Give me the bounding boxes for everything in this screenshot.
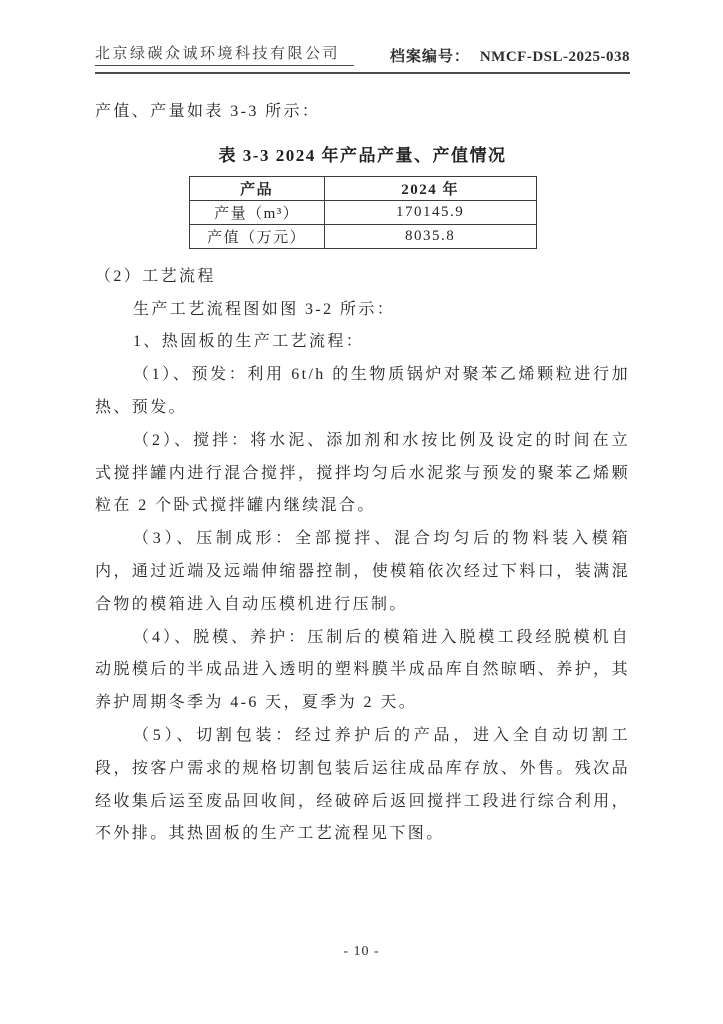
paragraph-step-5: （5）、切割包装：经过养护后的产品，进入全自动切割工段，按客户需求的规格切割包装后运往成品库存放、外售。残次品经收集后运至废品回收间，经破碎后返回搅拌工段进行综合利用，不外排。其热固板的生产工艺流程见下图。 xyxy=(95,726,630,843)
table-cell-value-label: 产值（万元） xyxy=(189,224,324,248)
table-header-year: 2024 年 xyxy=(324,176,536,200)
paragraph-step-list-heading: 1、热固板的生产工艺流程： xyxy=(133,333,365,351)
archive-label: 档案编号： xyxy=(389,49,470,65)
paragraph-process-heading: （2）工艺流程 xyxy=(95,267,216,285)
table-cell-output-value: 170145.9 xyxy=(324,200,536,224)
archive-number: NMCF-DSL-2025-038 xyxy=(479,49,630,65)
table-title: 表 3-3 2024 年产品产量、产值情况 xyxy=(218,145,507,165)
table-row xyxy=(189,200,536,224)
header-archive xyxy=(390,45,630,66)
paragraph-step-2: （2）、搅拌：将水泥、添加剂和水按比例及设定的时间在立式搅拌罐内进行混合搅拌，搅拌均匀后水泥浆与预发的聚苯乙烯颗粒在 2 个卧式搅拌罐内继续混合。 xyxy=(95,431,630,515)
production-table xyxy=(189,176,537,249)
page-footer xyxy=(0,944,723,960)
paragraph-step-1: （1）、预发：利用 6t/h 的生物质锅炉对聚苯乙烯颗粒进行加热、预发。 xyxy=(95,366,630,416)
table-cell-output-label: 产量（m³） xyxy=(189,200,324,224)
page-number: - 10 - xyxy=(343,944,380,959)
header-company-name: 北京绿碳众诚环境科技有限公司 xyxy=(95,42,354,66)
table-row xyxy=(189,224,536,248)
table-header-product: 产品 xyxy=(189,176,324,200)
intro-text: 产值、产量如表 3-3 所示： xyxy=(95,103,321,120)
page-header xyxy=(95,42,630,74)
table-header-row xyxy=(189,176,536,200)
paragraph-flow-intro: 生产工艺流程图如图 3-2 所示： xyxy=(133,300,396,318)
paragraph-step-3: （3）、压制成形：全部搅拌、混合均匀后的物料装入模箱内，通过近端及远端伸缩器控制，使模箱依次经过下料口，装满混合物的模箱进入自动压模机进行压制。 xyxy=(95,530,630,613)
paragraph-step-4: （4）、脱模、养护：压制后的模箱进入脱模工段经脱模机自动脱模后的半成品进入透明的塑料膜半成品库自然晾晒、养护，其养护周期冬季为 4-6 天，夏季为 2 天。 xyxy=(95,628,630,712)
document-body xyxy=(95,96,630,851)
table-cell-value-value: 8035.8 xyxy=(324,224,536,248)
